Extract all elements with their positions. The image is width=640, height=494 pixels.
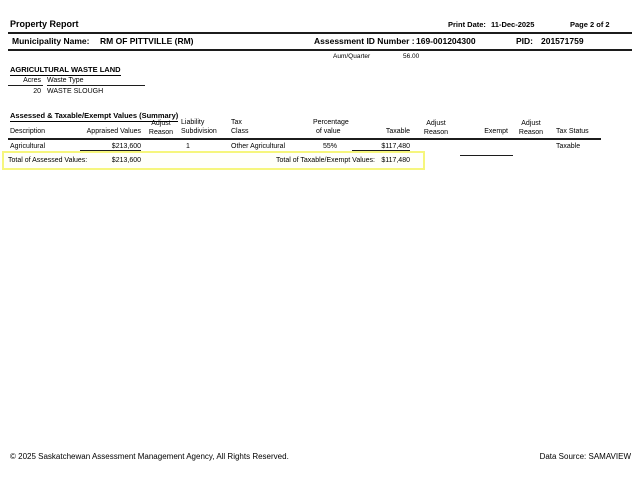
total-taxable-value: $117,480 <box>381 157 410 164</box>
cell-description: Agricultural <box>10 143 46 150</box>
waste-row-acres: 20 <box>33 88 41 95</box>
cell-tax-status: Taxable <box>556 143 581 150</box>
col-header-adjust-reason-1-line1: Adjust <box>151 120 171 127</box>
assessment-id-label: Assessment ID Number : <box>314 36 415 46</box>
col-header-percentage-line2: of value <box>316 128 341 135</box>
print-date-value: 11-Dec-2025 <box>491 20 535 29</box>
acres-underline <box>8 85 43 86</box>
col-header-adjust-reason-3-line2: Reason <box>518 129 544 136</box>
page-title: Property Report <box>10 19 79 29</box>
col-header-tax-status: Tax Status <box>556 128 589 135</box>
col-header-liability-line2: Subdivision <box>181 128 217 135</box>
col-header-tax-class-line1: Tax <box>231 119 242 126</box>
aum-quarter-value: 56.00 <box>403 53 420 60</box>
section-title-waste-land: AGRICULTURAL WASTE LAND <box>10 66 121 76</box>
col-header-waste-type: Waste Type <box>47 77 84 84</box>
cell-tax-class: Other Agricultural <box>231 143 286 150</box>
waste-row-type: WASTE SLOUGH <box>47 88 104 95</box>
pid-value: 201571759 <box>541 36 584 46</box>
col-header-taxable: Taxable <box>385 128 410 135</box>
col-header-adjust-reason-3-line1: Adjust <box>521 120 541 127</box>
cell-percentage-of-value: 55% <box>322 143 337 150</box>
footer-copyright: © 2025 Saskatchewan Assessment Management Agency, All Rights Reserved. <box>10 452 289 461</box>
section-title-summary: Assessed & Taxable/Exempt Values (Summary) <box>10 112 178 122</box>
col-header-adjust-reason-2-line2: Reason <box>423 129 449 136</box>
summary-header-rule <box>8 138 601 140</box>
col-header-percentage-line1: Percentage <box>313 119 349 126</box>
footer-data-source: Data Source: SAMAVIEW <box>539 452 631 461</box>
band-rule <box>8 49 632 51</box>
taxable-total-rule <box>352 150 410 151</box>
municipality-value: RM OF PITTVILLE (RM) <box>100 36 194 46</box>
col-header-tax-class-line2: Class <box>231 128 249 135</box>
aum-quarter-label: Aum/Quarter <box>333 53 371 60</box>
print-date <box>448 21 534 29</box>
waste-type-underline <box>47 85 145 86</box>
pid-label: PID: <box>516 36 533 46</box>
col-header-liability-line1: Liability <box>181 119 205 126</box>
col-header-appraised-values: Appraised Values <box>86 128 141 135</box>
top-rule <box>8 32 632 34</box>
cell-appraised-values: $213,600 <box>111 143 141 150</box>
cell-liability-subdivision: 1 <box>186 143 190 150</box>
assessment-id-value: 169-001204300 <box>416 36 476 46</box>
col-header-acres: Acres <box>23 77 41 84</box>
print-date-label: Print Date: <box>448 20 486 29</box>
municipality-label: Municipality Name: <box>12 36 90 46</box>
page-number: Page 2 of 2 <box>570 20 610 29</box>
col-header-adjust-reason-1-line2: Reason <box>148 129 174 136</box>
total-assessed-label: Total of Assessed Values: <box>8 157 88 164</box>
col-header-description: Description <box>10 128 46 135</box>
col-header-adjust-reason-2-line1: Adjust <box>426 120 446 127</box>
total-taxable-label: Total of Taxable/Exempt Values: <box>276 157 375 164</box>
assessed-total-rule <box>80 150 141 151</box>
exempt-blank-rule <box>460 155 513 156</box>
total-assessed-value: $213,600 <box>111 157 141 164</box>
col-header-exempt: Exempt <box>484 128 508 135</box>
cell-taxable: $117,480 <box>381 143 410 150</box>
